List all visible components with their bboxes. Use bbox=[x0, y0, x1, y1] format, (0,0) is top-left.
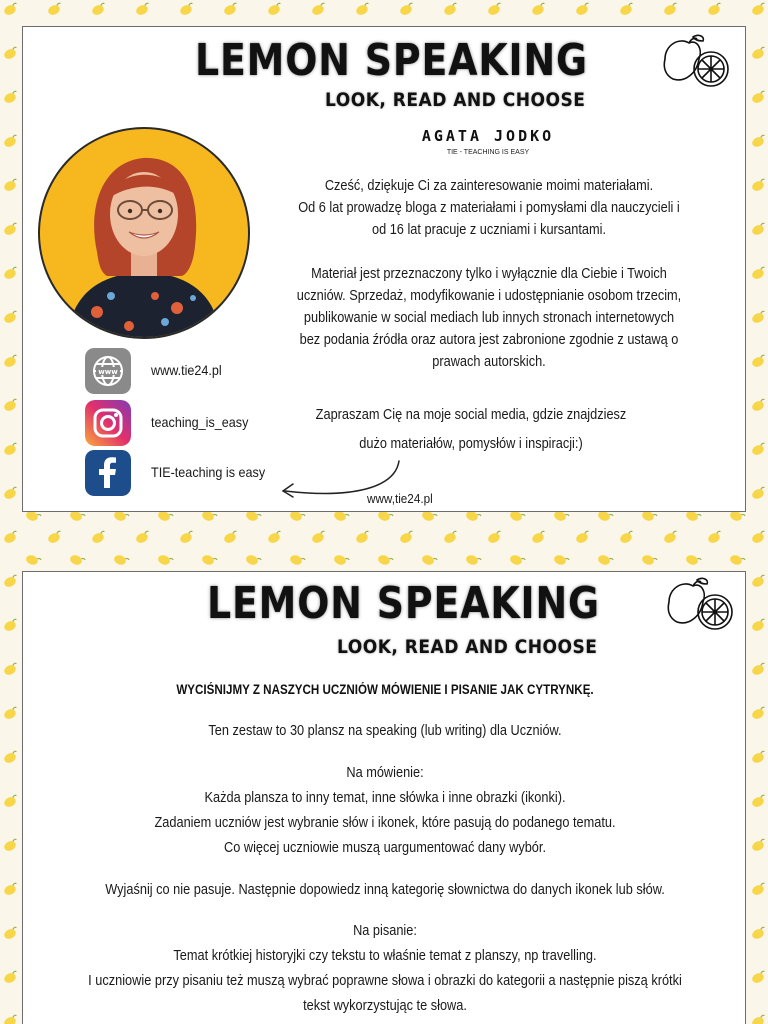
author-tagline: TIE - TEACHING IS EASY bbox=[446, 149, 530, 156]
speaking-line: Zadaniem uczniów jest wybranie słów i ikonek, które pasują do podanego tematu. bbox=[154, 815, 616, 831]
lead-heading: WYCIŚNIJMY Z NASZYCH UCZNIÓW MÓWIENIE I PISANIE JAK CYTRYNKĘ. bbox=[176, 682, 594, 697]
website-label: www.tie24.pl bbox=[151, 362, 222, 378]
set-intro bbox=[66, 719, 703, 744]
instagram-icon bbox=[85, 400, 131, 446]
info-card-top bbox=[22, 26, 746, 512]
writing-line: Temat krótkiej historyjki czy tekstu to właśnie temat z planszy, np travelling. bbox=[173, 948, 597, 964]
license-line: Materiał jest przeznaczony tylko i wyłącznie dla Ciebie i Twoich bbox=[311, 266, 667, 282]
license-line: uczniów. Sprzedaż, modyfikowanie i udostępnianie osobom trzecim, bbox=[296, 288, 682, 304]
explain-line: Wyjaśnij co nie pasuje. Następnie dopowiedz inną kategorię słownictwa do danych ikonek lub słów. bbox=[105, 882, 665, 898]
intro-line: Cześć, dzięk​uje Ci za zainteresowanie moimi materiałami. bbox=[324, 178, 654, 194]
license-line: prawach autorskich. bbox=[432, 354, 546, 370]
facebook-label: TIE-teaching is easy bbox=[151, 464, 266, 480]
explain-section bbox=[66, 878, 703, 903]
writing-line: tekst wykorzystując te słowa. bbox=[303, 998, 467, 1014]
social-link-website[interactable] bbox=[85, 348, 315, 394]
page-subtitle: LOOK, READ AND CHOOSE bbox=[325, 89, 586, 111]
info-card-bottom bbox=[22, 571, 746, 1024]
lemon-logo-icon bbox=[659, 574, 739, 638]
page-subtitle: LOOK, READ AND CHOOSE bbox=[337, 636, 598, 658]
author-name: AGATA JODKO bbox=[421, 127, 555, 145]
svg-text:www: www bbox=[98, 368, 118, 376]
intro-line: Od 6 lat prowadzę bloga z materiałami i pomysłami dla nauczycieli i bbox=[298, 200, 680, 216]
license-line: bez podania źródła oraz autora jest zabronione zgodnie z ustawą o bbox=[299, 332, 679, 348]
page-title: LEMON SPEAKING bbox=[207, 578, 600, 629]
author-portrait bbox=[37, 126, 251, 340]
social-invite-text bbox=[286, 401, 656, 459]
speaking-heading: Na mówienie: bbox=[346, 765, 424, 781]
page-title: LEMON SPEAKING bbox=[195, 35, 588, 86]
speaking-line: Co więcej uczniowie muszą uargumentować dany wybór. bbox=[224, 840, 546, 856]
writing-line: I uczniowie przy pisaniu też muszą wybrać poprawne słowa i obrazki do kategorii a następnie piszą krótki bbox=[88, 973, 682, 989]
globe-icon bbox=[85, 348, 131, 394]
writing-section bbox=[66, 919, 703, 1019]
invite-line: Zapraszam Cię na moje social media, gdzie znajdziesz bbox=[315, 407, 627, 423]
website-link-bottom[interactable]: www,tie24.pl bbox=[367, 491, 433, 506]
writing-heading: Na pisanie: bbox=[353, 923, 417, 939]
speaking-section bbox=[66, 761, 703, 861]
facebook-icon bbox=[85, 450, 131, 496]
speaking-line: Każda plansza to inny temat, inne słówka i inne obrazki (ikonki). bbox=[204, 790, 566, 806]
intro-text bbox=[271, 175, 707, 373]
license-line: publikowanie w social mediach lub innych stronach internetowych bbox=[303, 310, 675, 326]
instagram-label: teaching_is_easy bbox=[151, 414, 249, 430]
lemon-logo-icon bbox=[655, 31, 735, 95]
invite-line: dużo materiałów, pomysłów i inspiracji:) bbox=[359, 436, 583, 452]
intro-line: od 16 lat pracuje z uczniami i kursantami. bbox=[371, 222, 607, 238]
social-link-instagram[interactable] bbox=[85, 400, 315, 446]
set-intro-line: Ten zestaw to 30 plansz na speaking (lub writing) dla Uczniów. bbox=[208, 723, 562, 739]
